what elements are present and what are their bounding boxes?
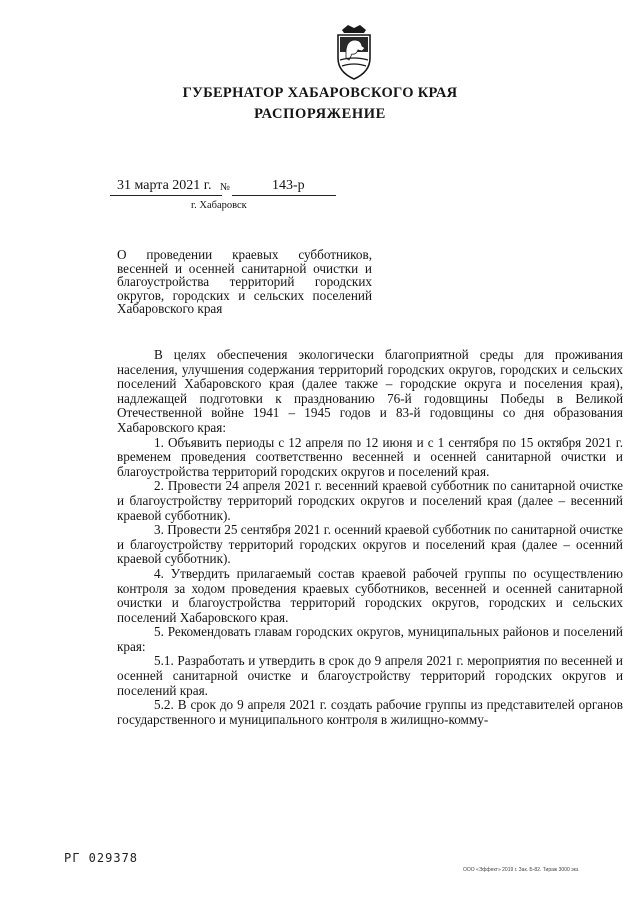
document-body (117, 348, 623, 727)
body-paragraph: 5.2. В срок до 9 апреля 2021 г. создать рабочие группы из представителей органов государственного и муниципального контроля в жилищно-комму- (117, 697, 623, 727)
document-type: РАСПОРЯЖЕНИЕ (254, 106, 386, 122)
coat-of-arms-icon (334, 22, 374, 82)
number-sign: № (220, 182, 231, 193)
form-serial-number: РГ 029378 (64, 851, 139, 865)
body-paragraph: 5. Рекомендовать главам городских округов, муниципальных районов и поселений края: (117, 624, 623, 654)
document-city: г. Хабаровск (191, 200, 247, 211)
printer-imprint: ООО «Эффект» 2019 г. Зак. Б-82. Тираж 3000 экз. (463, 867, 580, 873)
date-underline (110, 195, 222, 196)
document-subject: О проведении краевых субботников, весенней и осенней санитарной очистки и благоустройства территорий городских округов, городских и сельских поселений Хабаровского края (117, 247, 372, 316)
number-underline (232, 195, 336, 196)
document-number: 143-р (272, 178, 305, 193)
document-date: 31 марта 2021 г. (117, 178, 212, 193)
body-paragraph: 5.1. Разработать и утвердить в срок до 9 апреля 2021 г. мероприятия по весенней и осенней санитарной очистке и благоустройству территорий городских округов и поселений края. (117, 653, 623, 698)
issuer-title: ГУБЕРНАТОР ХАБАРОВСКОГО КРАЯ (182, 85, 458, 101)
body-paragraph: 4. Утвердить прилагаемый состав краевой рабочей группы по осуществлению контроля за ходом проведения краевых субботников, весенней и осенней санитарной очистки и благоустройства территорий городских округов, городских и сельских поселений Хабаровского края. (117, 565, 623, 625)
body-paragraph: 3. Провести 25 сентября 2021 г. осенний краевой субботник по санитарной очистке и благоустройству территорий городских округов и поселений края (далее – осенний краевой субботник). (117, 522, 623, 567)
body-paragraph: 1. Объявить периоды с 12 апреля по 12 июня и с 1 сентября по 15 октября 2021 г. временем проведения соответственно весенней и осенней санитарной очистки и благоустройства территорий городских округов и поселений края. (117, 434, 623, 479)
body-paragraph: В целях обеспечения экологически благоприятной среды для проживания населения, улучшения содержания территорий городских округов, городских и сельских поселений Хабаровского края (далее также – городские округа и поселения края), надлежащей подготовки к празднованию 76-й годовщины Победы в Великой Отечественной войне 1941 – 1945 годов и 83-й годовщины со дня образования Хабаровского края: (117, 347, 623, 435)
body-paragraph: 2. Провести 24 апреля 2021 г. весенний краевой субботник по санитарной очистке и благоустройству территорий городских округов и поселений края (далее – весенний краевой субботник). (117, 478, 623, 523)
